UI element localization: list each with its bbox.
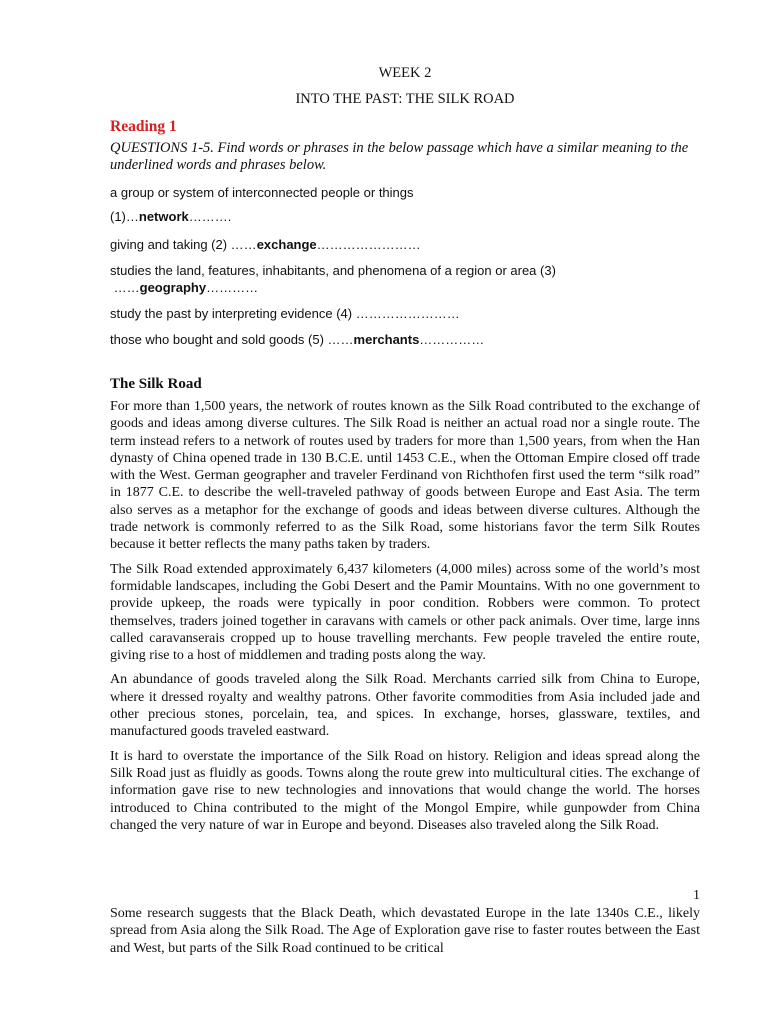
next-page-content: [110, 905, 700, 957]
question-3: studies the land, features, inhabitants, and phenomena of a region or area (3) ……geography…………: [110, 263, 556, 295]
question-definition-1: a group or system of interconnected people or things: [110, 185, 414, 200]
answer-exchange: exchange: [256, 237, 317, 252]
reading-label: Reading 1: [110, 118, 177, 135]
paragraph-3: An abundance of goods traveled along the Silk Road. Merchants carried silk from China to Europe, where it dressed royalty and wealthy patrons. Other favorite commodities from Asia included jade and other precious stones, porcelain, tea, and spices. In exchange, horses, glassware, textiles, and manufactured goods traveled eastward.: [110, 672, 700, 740]
page-number: 1: [693, 888, 700, 903]
document-title: INTO THE PAST: THE SILK ROAD: [295, 91, 515, 107]
question-4: study the past by interpreting evidence (4) ……………………: [110, 306, 460, 321]
paragraph-2: The Silk Road extended approximately 6,437 kilometers (4,000 miles) across some of the world’s most formidable landscapes, including the Gobi Desert and the Pamir Mountains. With no one government to provide upkeep, the roads were typically in poor condition. Robbers were common. To protect themselves, traders joined together in caravans with camels or other pack animals. Over time, large inns called caravanserais cropped up to house travelling merchants. Few people traveled the entire route, giving rise to a host of middlemen and trading posts along the way.: [110, 561, 700, 664]
answer-geography: geography: [139, 280, 207, 295]
question-2: giving and taking (2) ……exchange……………………: [110, 237, 421, 252]
page-content: [110, 60, 700, 834]
answer-network: network: [138, 209, 189, 224]
instructions: QUESTIONS 1-5. Find words or phrases in the below passage which have a similar meaning to the underlined words and phrases below.: [110, 140, 689, 173]
week-heading: WEEK 2: [378, 65, 432, 81]
answer-line-1: (1)…network……….: [110, 209, 232, 224]
question-5: those who bought and sold goods (5) ……merchants……………: [110, 332, 485, 347]
paragraph-5: Some research suggests that the Black Death, which devastated Europe in the late 1340s C.E., likely spread from Asia along the Silk Road. The Age of Exploration gave rise to faster routes between the East and West, but parts of the Silk Road continued to be critical: [110, 906, 700, 956]
answer-merchants: merchants: [353, 332, 420, 347]
paragraph-1: For more than 1,500 years, the network of routes known as the Silk Road contributed to the exchange of goods and ideas among diverse cultures. The Silk Road is neither an actual road nor a single route. The term instead refers to a network of routes used by traders for more than 1,500 years, from when the Han dynasty of China opened trade in 130 B.C.E. until 1453 C.E., when the Ottoman Empire closed off trade with the West. German geographer and traveler Ferdinand von Richthofen first used the term “silk road” in 1877 C.E. to describe the well-traveled pathway of goods between Europe and East Asia. The term also serves as a metaphor for the exchange of goods and ideas between diverse cultures. Although the trade network is commonly referred to as the Silk Road, some historians favor the term Silk Routes because it better reflects the many paths taken by traders.: [110, 399, 700, 553]
paragraph-4: It is hard to overstate the importance of the Silk Road on history. Religion and ideas spread along the Silk Road just as fluidly as goods. Towns along the route grew into multicultural cities. The exchange of information gave rise to new technologies and innovations that would change the world. The horses introduced to China contributed to the might of the Mongol Empire, while gunpowder from China changed the very nature of war in Europe and beyond. Diseases also traveled along the Silk Road.: [110, 748, 700, 833]
section-title: The Silk Road: [110, 376, 202, 392]
